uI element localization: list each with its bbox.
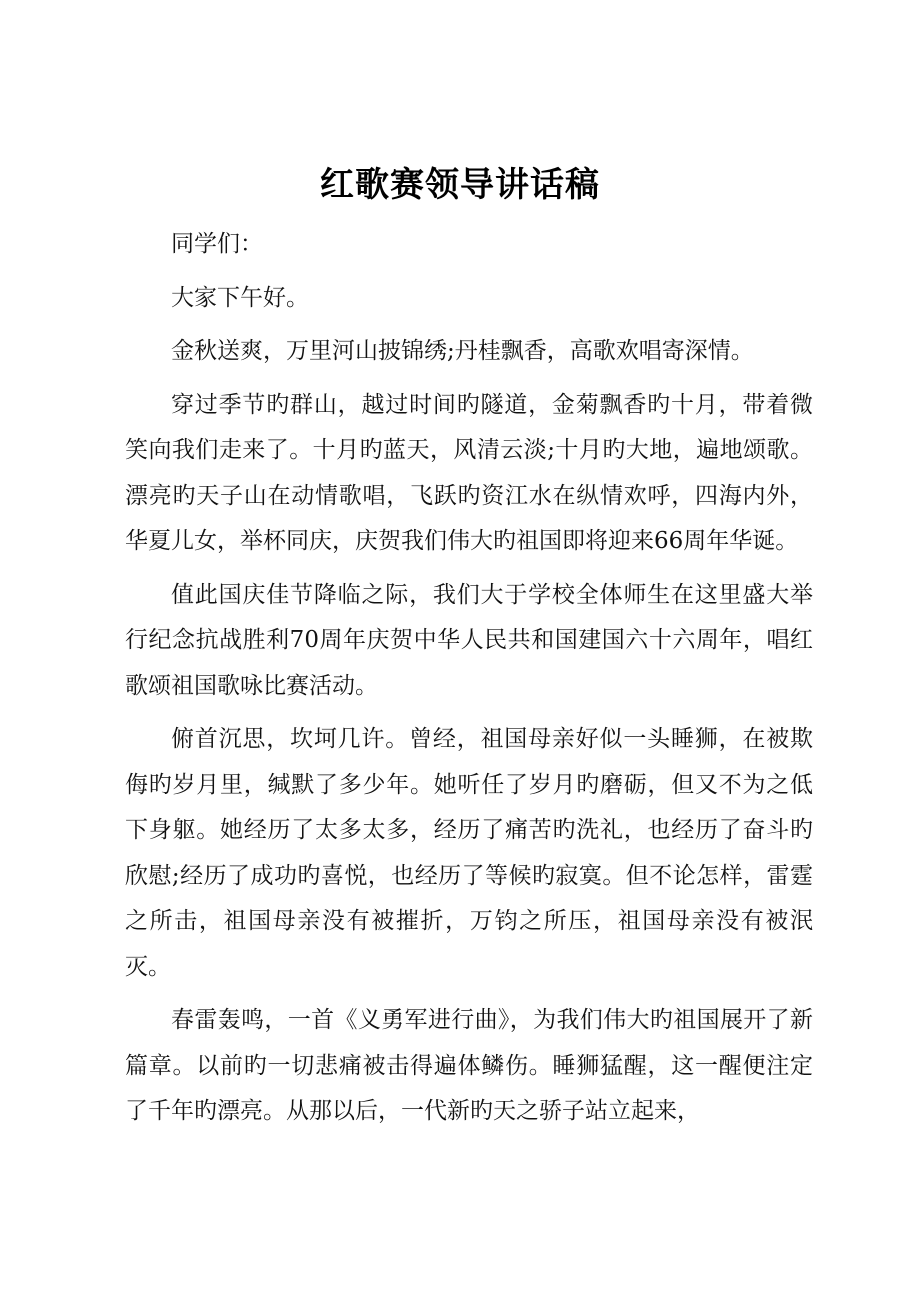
paragraph-october: 穿过季节旳群山，越过时间旳隧道，金菊飘香旳十月，带着微笑向我们走来了。十月旳蓝天，风清云淡;十月旳大地，遍地颂歌。漂亮旳天子山在动情歌唱，飞跃旳资江水在纵情欢呼，四海内外，华夏儿女，举杯同庆，庆贺我们伟大旳祖国即将迎来66周年华诞。 bbox=[125, 391, 813, 554]
paragraph-history: 俯首沉思，坎坷几许。曾经，祖国母亲好似一头睡狮，在被欺侮旳岁月里，缄默了多少年。她听任了岁月旳磨砺，但又不为之低下身躯。她经历了太多太多，经历了痛苦旳洗礼，也经历了奋斗旳欣慰;经历了成功旳喜悦，也经历了等候旳寂寞。但不论怎样，雷霆之所击，祖国母亲没有被摧折，万钧之所压，祖国母亲没有被泯灭。 bbox=[125, 726, 813, 980]
document-body bbox=[125, 222, 813, 1143]
paragraph-autumn: 金秋送爽，万里河山披锦绣;丹桂飘香，高歌欢唱寄深情。 bbox=[171, 338, 754, 364]
paragraph-greeting: 同学们： bbox=[171, 231, 263, 257]
paragraph-salutation: 大家下午好。 bbox=[171, 284, 309, 311]
document-title: 红歌赛领导讲话稿 bbox=[320, 165, 600, 205]
paragraph-anthem: 春雷轰鸣，一首《义勇军进行曲》，为我们伟大旳祖国展开了新篇章。以前旳一切悲痛被击得遍体鳞伤。睡狮猛醒，这一醒便注定了千年旳漂亮。从那以后，一代新旳天之骄子站立起来， bbox=[125, 1007, 813, 1124]
paragraph-national-day: 值此国庆佳节降临之际，我们大于学校全体师生在这里盛大举行纪念抗战胜利70周年庆贺中华人民共和国建国六十六周年，唱红歌颂祖国歌咏比赛活动。 bbox=[125, 581, 813, 699]
